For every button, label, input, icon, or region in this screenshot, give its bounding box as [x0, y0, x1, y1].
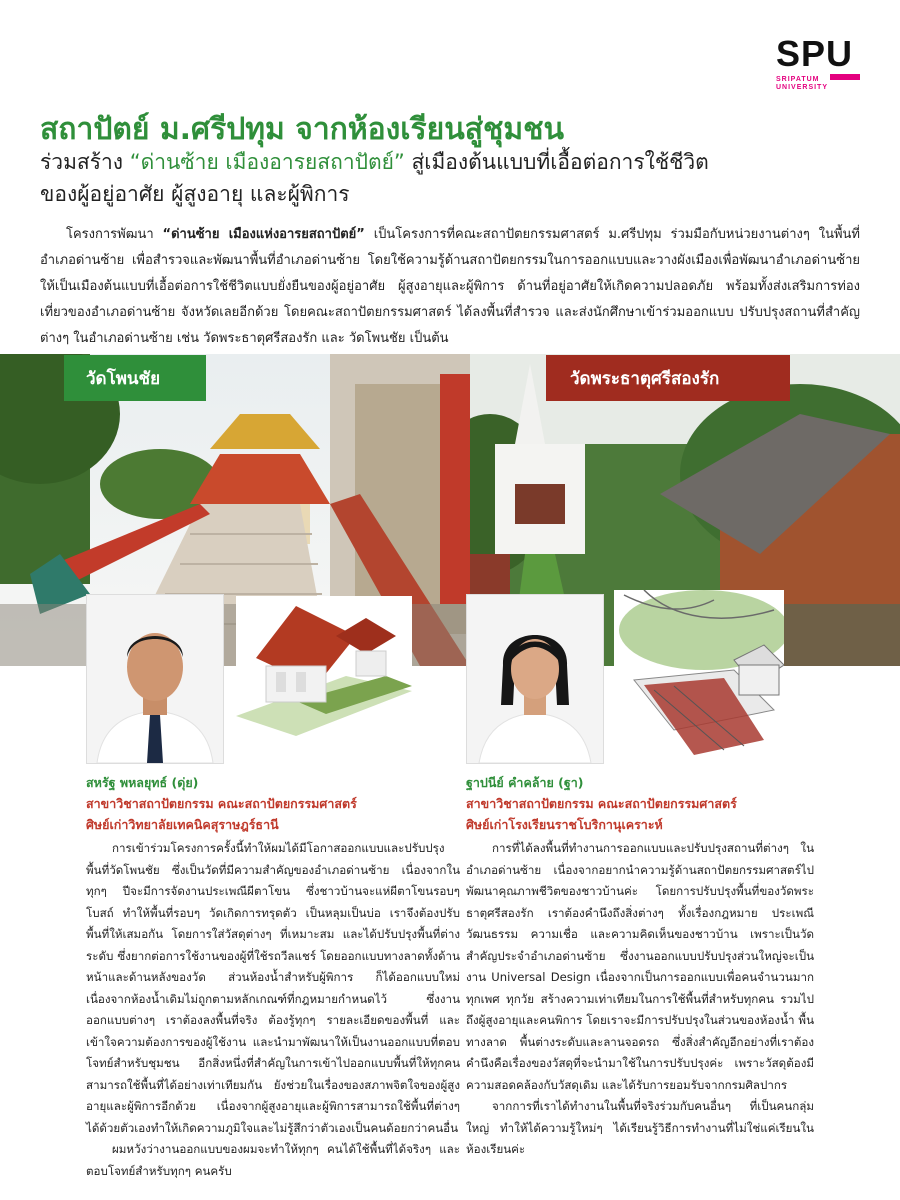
subtitle-line-1: [40, 146, 840, 178]
intro-paragraph: [40, 222, 860, 352]
label-wat-phon-chai: วัดโพนชัย: [64, 355, 206, 401]
portrait-sahat: [86, 594, 224, 764]
right-paragraph-1: การที่ได้ลงพื้นที่ทำงานการออกแบบและปรับปรุงสถานที่ต่างๆ ในอำเภอด่านซ้าย เนื่องจากอยากนำความรู้ด้านสถาปัตยกรรมศาสตร์ไปพัฒนาคุณภาพชีวิตของชาวบ้านค่ะ โดยการปรับปรุงพื้นที่ของวัดพระธาตุศรีสองรัก เราต้องคำนึงถึงสิ่งต่างๆ ทั้งเรื่องกฎหมาย ประเพณี วัฒนธรรม ความเชื่อ และความคิดเห็นของชาวบ้าน เพราะเป็นวัดสำคัญประจำอำเภอด่านซ้าย ซึ่งงานออกแบบปรับปรุงส่วนใหญ่จะเป็นงาน Universal Design เนื่องจากเป็นการออกแบบเพื่อคนจำนวนมาก ทุกเพศ ทุกวัย สร้างความเท่าเทียมในการใช้พื้นที่สำหรับทุกคน รวมไปถึงผู้สูงอายุและคนพิการ โดยเราจะมีการปรับปรุงในส่วนของห้องน้ำ พื้นทางลาด พื้นต่างระดับและลานจอดรถ ซึ่งสิ่งสำคัญอีกอย่างที่เราต้องคำนึงคือเรื่องของวัสดุที่จะนำมาใช้ในการปรับปรุงค่ะ เพราะวัสดุต้องมีความสอดคล้องกับวัสดุเดิม และได้รับการยอมรับจากกรมศิลปากร: [466, 841, 814, 1092]
logo-sub-1: SRIPATUM: [776, 76, 820, 83]
intro-lead: โครงการพัฒนา: [66, 227, 163, 242]
rendering-wat-phon-chai: [236, 596, 412, 736]
subtitle-post: สู่เมืองต้นแบบที่เอื้อต่อการใช้ชีวิต: [404, 150, 709, 174]
right-person-name: ฐาปนีย์ คำคล้าย (ฐา): [466, 775, 584, 790]
left-department: สาขาวิชาสถาปัตยกรรม คณะสถาปัตยกรรมศาสตร์: [86, 796, 357, 811]
right-school: ศิษย์เก่าโรงเรียนราชโบริกานุเคราะห์: [466, 817, 663, 832]
right-department: สาขาวิชาสถาปัตยกรรม คณะสถาปัตยกรรมศาสตร์: [466, 796, 737, 811]
intro-text: เป็นโครงการที่คณะสถาปัตยกรรมศาสตร์ ม.ศรีปทุม ร่วมมือกับหน่วยงานต่างๆ ในพื้นที่อำเภอด่านซ้าย เพื่อสำรวจและพัฒนาพื้นที่อำเภอด่านซ้าย โดยใช้ความรู้ด้านสถาปัตยกรรมในการออกแบบและวางผังเมืองเพื่อพัฒนาอำเภอด่านซ้ายให้เป็นเมืองต้นแบบที่เอื้อต่อการใช้ชีวิตแบบยั่งยืนของผู้อยู่อาศัย ผู้สูงอายุและผู้พิการ ด้านที่อยู่อาศัยให้เกิดความปลอดภัย พร้อมทั้งส่งเสริมการท่องเที่ยวของอำเภอด่านซ้าย จังหวัดเลยอีกด้วย โดยคณะสถาปัตยกรรมศาสตร์ ได้ลงพื้นที่สำรวจ และส่งนักศึกษาเข้าร่วมออกแบบ ปรับปรุงสถานที่สำคัญต่างๆ ในอำเภอด่านซ้าย เช่น วัดพระธาตุศรีสองรัก และ วัดโพนชัย เป็นต้น: [40, 227, 861, 346]
intro-project-name: “ด่านซ้าย เมืองแห่งอารยสถาปัตย์”: [162, 227, 365, 242]
label-wat-phra-that-si-song-rak: วัดพระธาตุศรีสองรัก: [546, 355, 790, 401]
left-paragraph-2: ผมหวังว่างานออกแบบของผมจะทำให้ทุกๆ คนได้ใช้พื้นที่ได้จริงๆ และตอบโจทย์สำหรับทุกๆ คนครับ: [86, 1142, 460, 1178]
left-person-name: สหรัฐ พหลยุทธ์ (ดุ่ย): [86, 775, 199, 790]
right-testimonial: [466, 838, 814, 1161]
subtitle-line-2: ของผู้อยู่อาศัย ผู้สูงอายุ และผู้พิการ: [40, 182, 350, 206]
subtitle-quote: “ด่านซ้าย เมืองอารยสถาปัตย์”: [129, 150, 405, 174]
spu-logo: [776, 33, 866, 92]
right-paragraph-2: จากการที่เราได้ทำงานในพื้นที่จริงร่วมกับคนอื่นๆ ที่เป็นคนกลุ่มใหญ่ ทำให้ได้ความรู้ใหม่ๆ ได้เรียนรู้วิธีการทำงานที่ไม่ใช่แค่เรียนในห้องเรียนค่ะ: [466, 1099, 814, 1156]
logo-sub-2: UNIVERSITY: [776, 84, 829, 91]
subtitle-pre: ร่วมสร้าง: [40, 150, 130, 174]
page-title: สถาปัตย์ ม.ศรีปทุม จากห้องเรียนสู่ชุมชน: [40, 112, 565, 147]
left-school: ศิษย์เก่าวิทยาลัยเทคนิคสุราษฎร์ธานี: [86, 817, 279, 832]
portrait-thapanee: [466, 594, 604, 764]
logo-accent-bar: [830, 74, 860, 80]
rendering-wat-phra-that: [614, 590, 784, 766]
left-testimonial: [86, 838, 460, 1182]
logo-wordmark: SPU: [776, 33, 854, 74]
left-paragraph-1: การเข้าร่วมโครงการครั้งนี้ทำให้ผมได้มีโอกาสออกแบบและปรับปรุงพื้นที่วัดโพนชัย ซึ่งเป็นวัดที่มีความสำคัญของอำเภอด่านซ้าย เนื่องจากในทุกๆ ปีจะมีการจัดงานประเพณีผีตาโขน ซึ่งชาวบ้านจะแห่ผีตาโขนรอบๆ โบสถ์ ทำให้พื้นที่รอบๆ วัดเกิดการทรุดตัว เป็นหลุมเป็นบ่อ เราจึงต้องปรับพื้นที่ให้เสมอกัน โดยการใส่วัสดุต่างๆ ที่เหมาะสม และได้ปรับปรุงพื้นที่ต่างระดับ ซึ่งยากต่อการใช้งานของผู้ที่ใช้รถวีลแชร์ โดยออกแบบทางลาดทั้งด้านหน้าและด้านหลังของวัด ส่วนห้องน้ำสำหรับผู้พิการ ก็ได้ออกแบบใหม่ เนื่องจากห้องน้ำเดิมไม่ถูกตามหลักเกณฑ์ที่กฎหมายกำหนดไว้ ซึ่งงานออกแบบต่างๆ เราต้องลงพื้นที่จริง ต้องรู้ทุกๆ รายละเอียดของพื้นที่ และเข้าใจความต้องการของผู้ใช้งาน และนำมาพัฒนาให้เป็นงานออกแบบที่ตอบโจทย์สำหรับชุมชน อีกสิ่งหนึ่งที่สำคัญในการเข้าไปออกแบบพื้นที่ให้ทุกคนสามารถใช้พื้นที่ได้อย่างเท่าเทียมกัน ยังช่วยในเรื่องของสภาพจิตใจของผู้สูงอายุและผู้พิการอีกด้วย เนื่องจากผู้สูงอายุและผู้พิการสามารถใช้พื้นที่ต่างๆ ได้ด้วยตัวเองทำให้เกิดความภูมิใจและไม่รู้สึกว่าตัวเองเป็นคนด้อยกว่าคนอื่น: [86, 841, 460, 1135]
